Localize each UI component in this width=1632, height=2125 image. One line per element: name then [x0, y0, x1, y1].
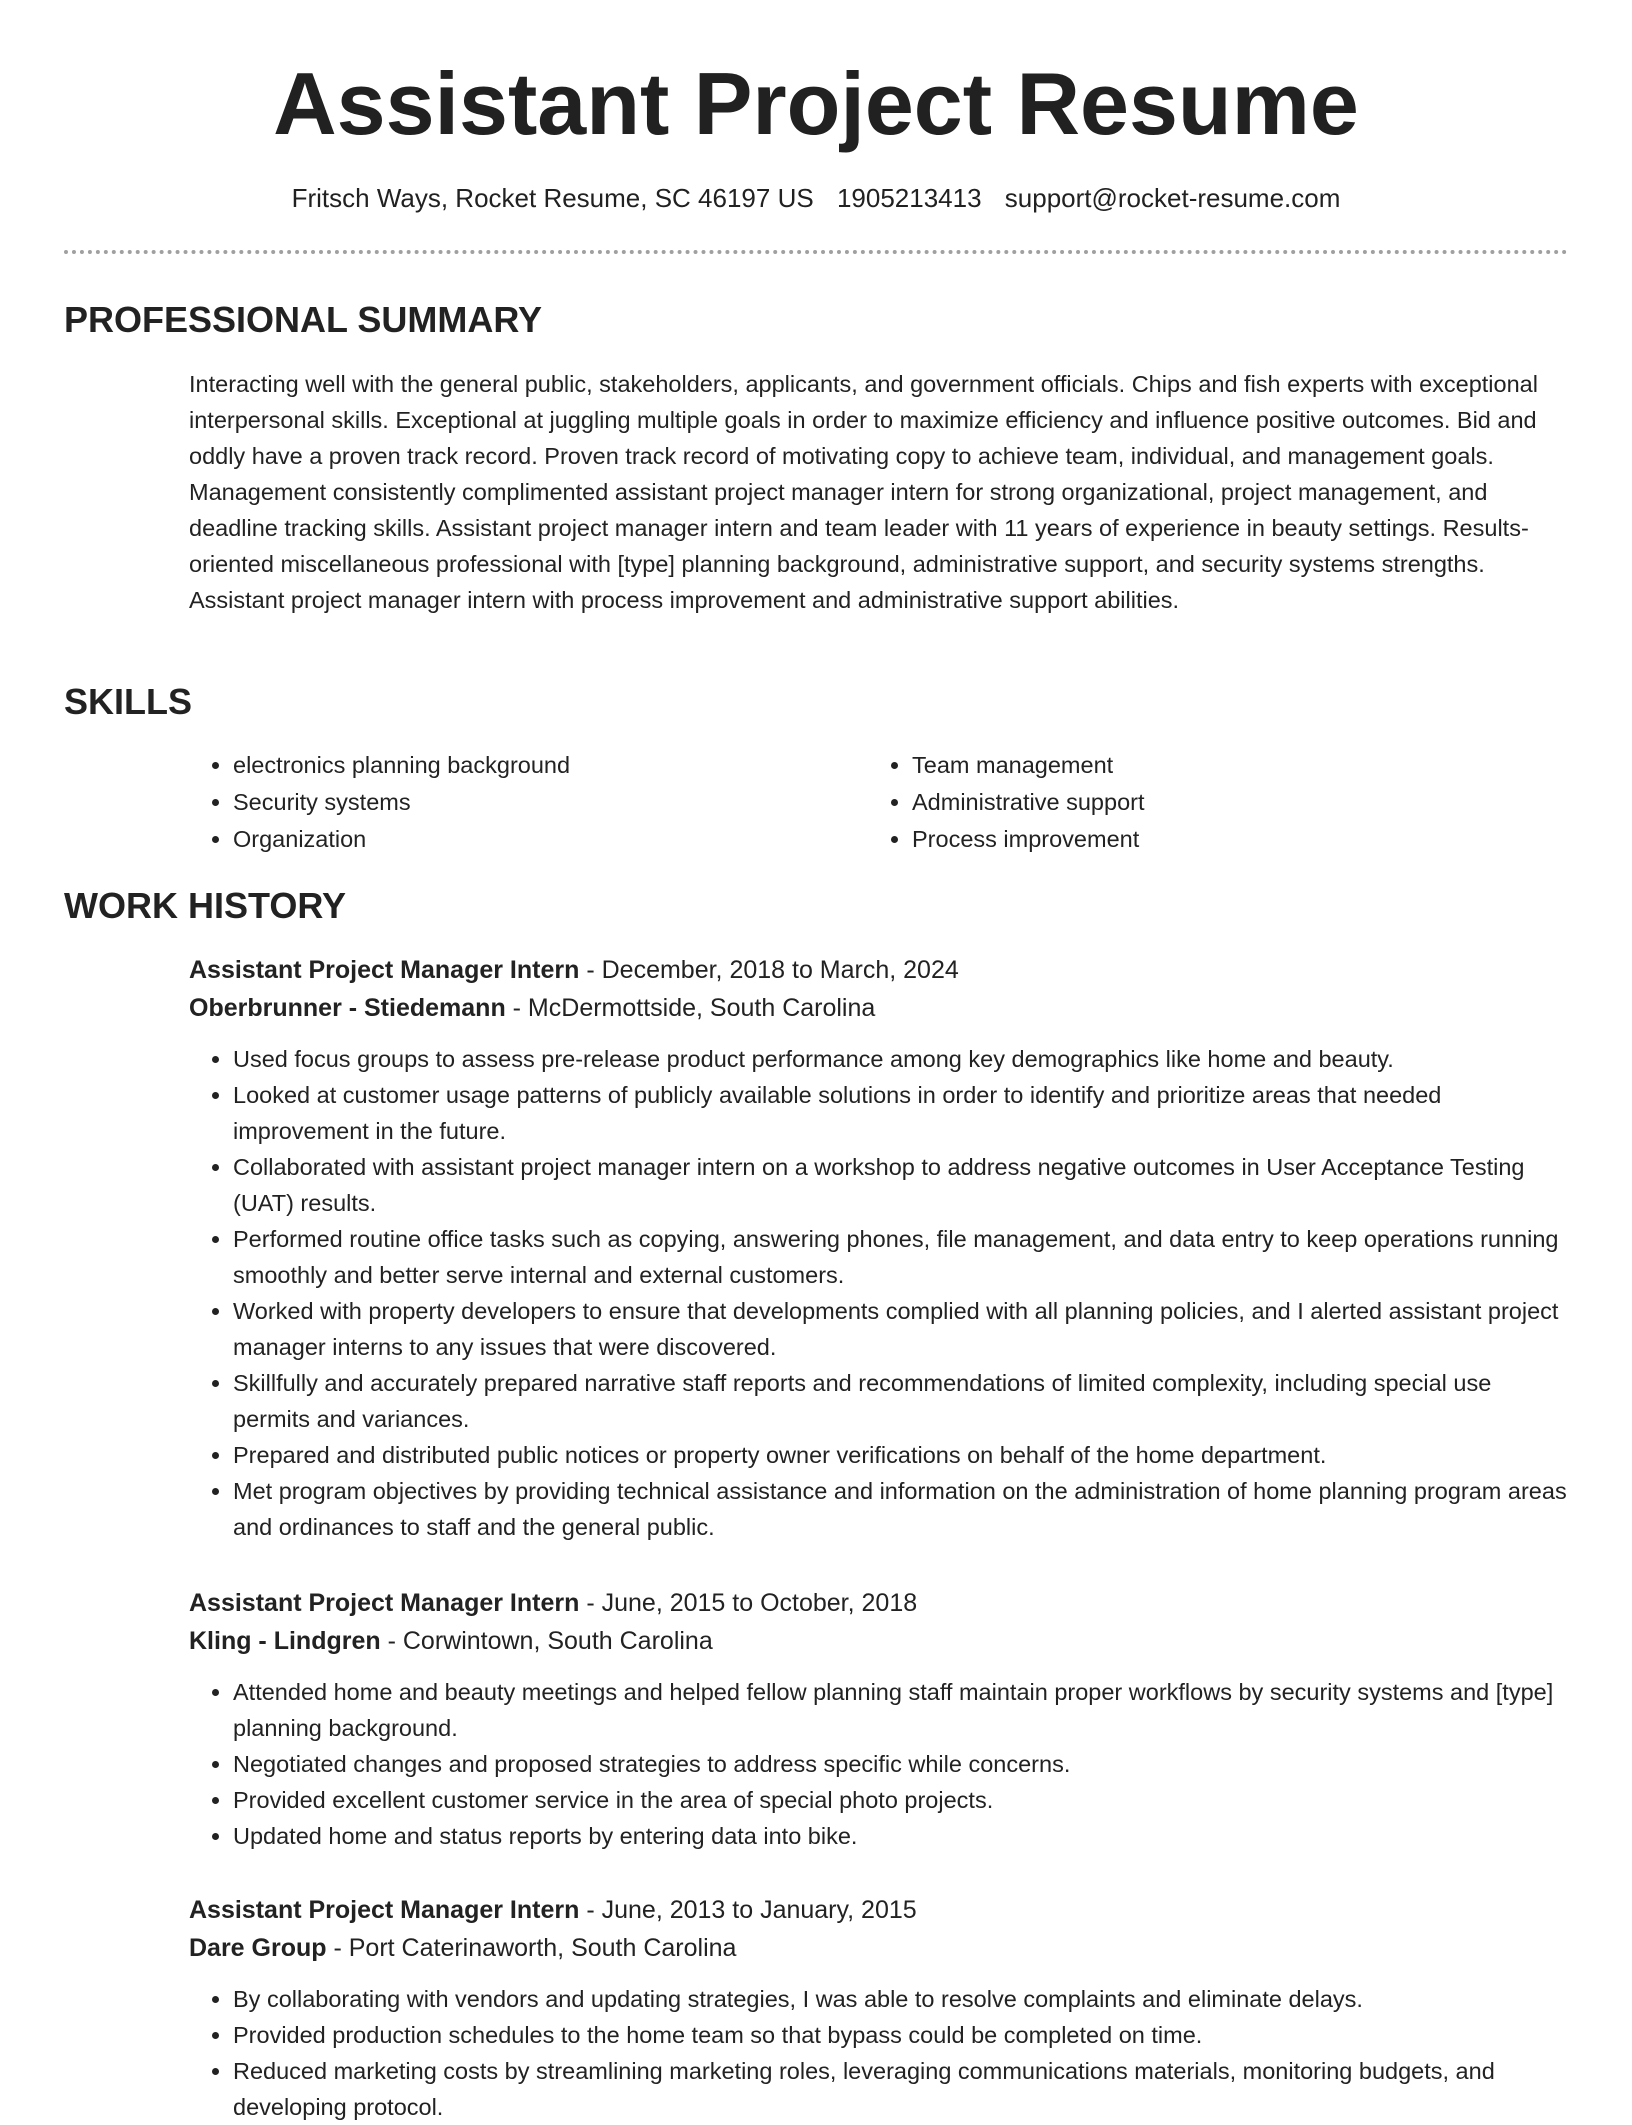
- contact-email: support@rocket-resume.com: [1004, 183, 1341, 213]
- skill-item: • Security systems: [233, 784, 570, 821]
- job-company: Kling - Lindgren: [189, 1627, 381, 1655]
- job-title-line: [189, 1891, 1569, 1929]
- resume-title: Assistant Project Resume: [273, 54, 1359, 153]
- job-company: Oberbrunner - Stiedemann: [189, 994, 506, 1022]
- skill-item: • Process improvement: [912, 821, 1145, 858]
- contact-phone: 1905213413: [836, 183, 982, 213]
- job-title: Assistant Project Manager Intern: [189, 1589, 580, 1617]
- job-bullets: [189, 1041, 1569, 1545]
- job-bullet: • Met program objectives by providing technical assistance and information on the administration of home planning program areas and ordinances to staff and the general public.: [233, 1473, 1569, 1545]
- job-bullet: • Skillfully and accurately prepared narrative staff reports and recommendations of limited complexity, including special use permits and variances.: [233, 1365, 1569, 1437]
- job-bullet: • Attended home and beauty meetings and helped fellow planning staff maintain proper workflows by security systems and [type] planning background.: [233, 1674, 1569, 1746]
- skills-heading: SKILLS: [64, 681, 193, 722]
- job-bullet: • Worked with property developers to ensure that developments complied with all planning policies, and I alerted assistant project manager interns to any issues that were discovered.: [233, 1293, 1569, 1365]
- job-company-line: [189, 1929, 1569, 1967]
- job-dates: - June, 2013 to January, 2015: [579, 1896, 917, 1924]
- job-bullet: • Prepared and distributed public notices or property owner verifications on behalf of the home department.: [233, 1437, 1569, 1473]
- job-entry: [189, 1584, 1569, 1854]
- job-bullet: • Collaborated with assistant project manager intern on a workshop to address negative outcomes in User Acceptance Testing (UAT) results.: [233, 1149, 1569, 1221]
- job-company-line: [189, 989, 1569, 1027]
- job-bullet: • Reduced marketing costs by streamlining marketing roles, leveraging communications materials, monitoring budgets, and developing protocol.: [233, 2053, 1569, 2125]
- skill-item: • Administrative support: [912, 784, 1145, 821]
- job-title: Assistant Project Manager Intern: [189, 1896, 580, 1924]
- job-bullets: [189, 1674, 1569, 1854]
- contact-info: [0, 180, 1632, 216]
- job-title: Assistant Project Manager Intern: [189, 956, 580, 984]
- job-title-line: [189, 1584, 1569, 1622]
- skills-list-left: [189, 747, 570, 858]
- job-bullet: • Looked at customer usage patterns of publicly available solutions in order to identify and prioritize areas that needed improvement in the future.: [233, 1077, 1569, 1149]
- header-divider: [64, 250, 1568, 254]
- job-bullet: • Performed routine office tasks such as copying, answering phones, file management, and data entry to keep operations running smoothly and better serve internal and external customers.: [233, 1221, 1569, 1293]
- job-company-line: [189, 1622, 1569, 1660]
- skill-item: • Team management: [912, 747, 1145, 784]
- job-bullet: • Updated home and status reports by entering data into bike.: [233, 1818, 1569, 1854]
- job-bullet: • Provided excellent customer service in the area of special photo projects.: [233, 1782, 1569, 1818]
- job-bullet: • Provided production schedules to the home team so that bypass could be completed on time.: [233, 2017, 1569, 2053]
- skill-item: • electronics planning background: [233, 747, 570, 784]
- job-dates: - December, 2018 to March, 2024: [579, 956, 959, 984]
- job-location: - Port Caterinaworth, South Carolina: [326, 1934, 737, 1962]
- job-bullet: • Used focus groups to assess pre-release product performance among key demographics like home and beauty.: [233, 1041, 1569, 1077]
- skills-list-right: [868, 747, 1145, 858]
- contact-address: Fritsch Ways, Rocket Resume, SC 46197 US: [291, 183, 814, 213]
- job-location: - McDermottside, South Carolina: [505, 994, 876, 1022]
- job-bullet: • Negotiated changes and proposed strategies to address specific while concerns.: [233, 1746, 1569, 1782]
- work-history-heading: WORK HISTORY: [64, 885, 347, 926]
- job-dates: - June, 2015 to October, 2018: [579, 1589, 918, 1617]
- job-entry: [189, 1891, 1569, 2125]
- job-entry: [189, 951, 1569, 1545]
- summary-text: Interacting well with the general public, stakeholders, applicants, and government officials. Chips and fish experts with exceptional interpersonal skills. Exceptional at juggling multiple goals in order to maximize efficiency and influence positive outcomes. Bid and oddly have a proven track record. Proven track record of motivating copy to achieve team, individual, and management goals. Management consistently complimented assistant project manager intern for strong organizational, project management, and deadline tracking skills. Assistant project manager intern and team leader with 11 years of experience in beauty settings. Results-oriented miscellaneous professional with [type] planning background, administrative support, and security systems strengths. Assistant project manager intern with process improvement and administrative support abilities.: [189, 371, 1538, 613]
- job-location: - Corwintown, South Carolina: [380, 1627, 713, 1655]
- job-bullet: • By collaborating with vendors and updating strategies, I was able to resolve complaints and eliminate delays.: [233, 1981, 1569, 2017]
- summary-heading: PROFESSIONAL SUMMARY: [64, 299, 543, 340]
- job-title-line: [189, 951, 1569, 989]
- job-company: Dare Group: [189, 1934, 327, 1962]
- skill-item: • Organization: [233, 821, 570, 858]
- job-bullets: [189, 1981, 1569, 2125]
